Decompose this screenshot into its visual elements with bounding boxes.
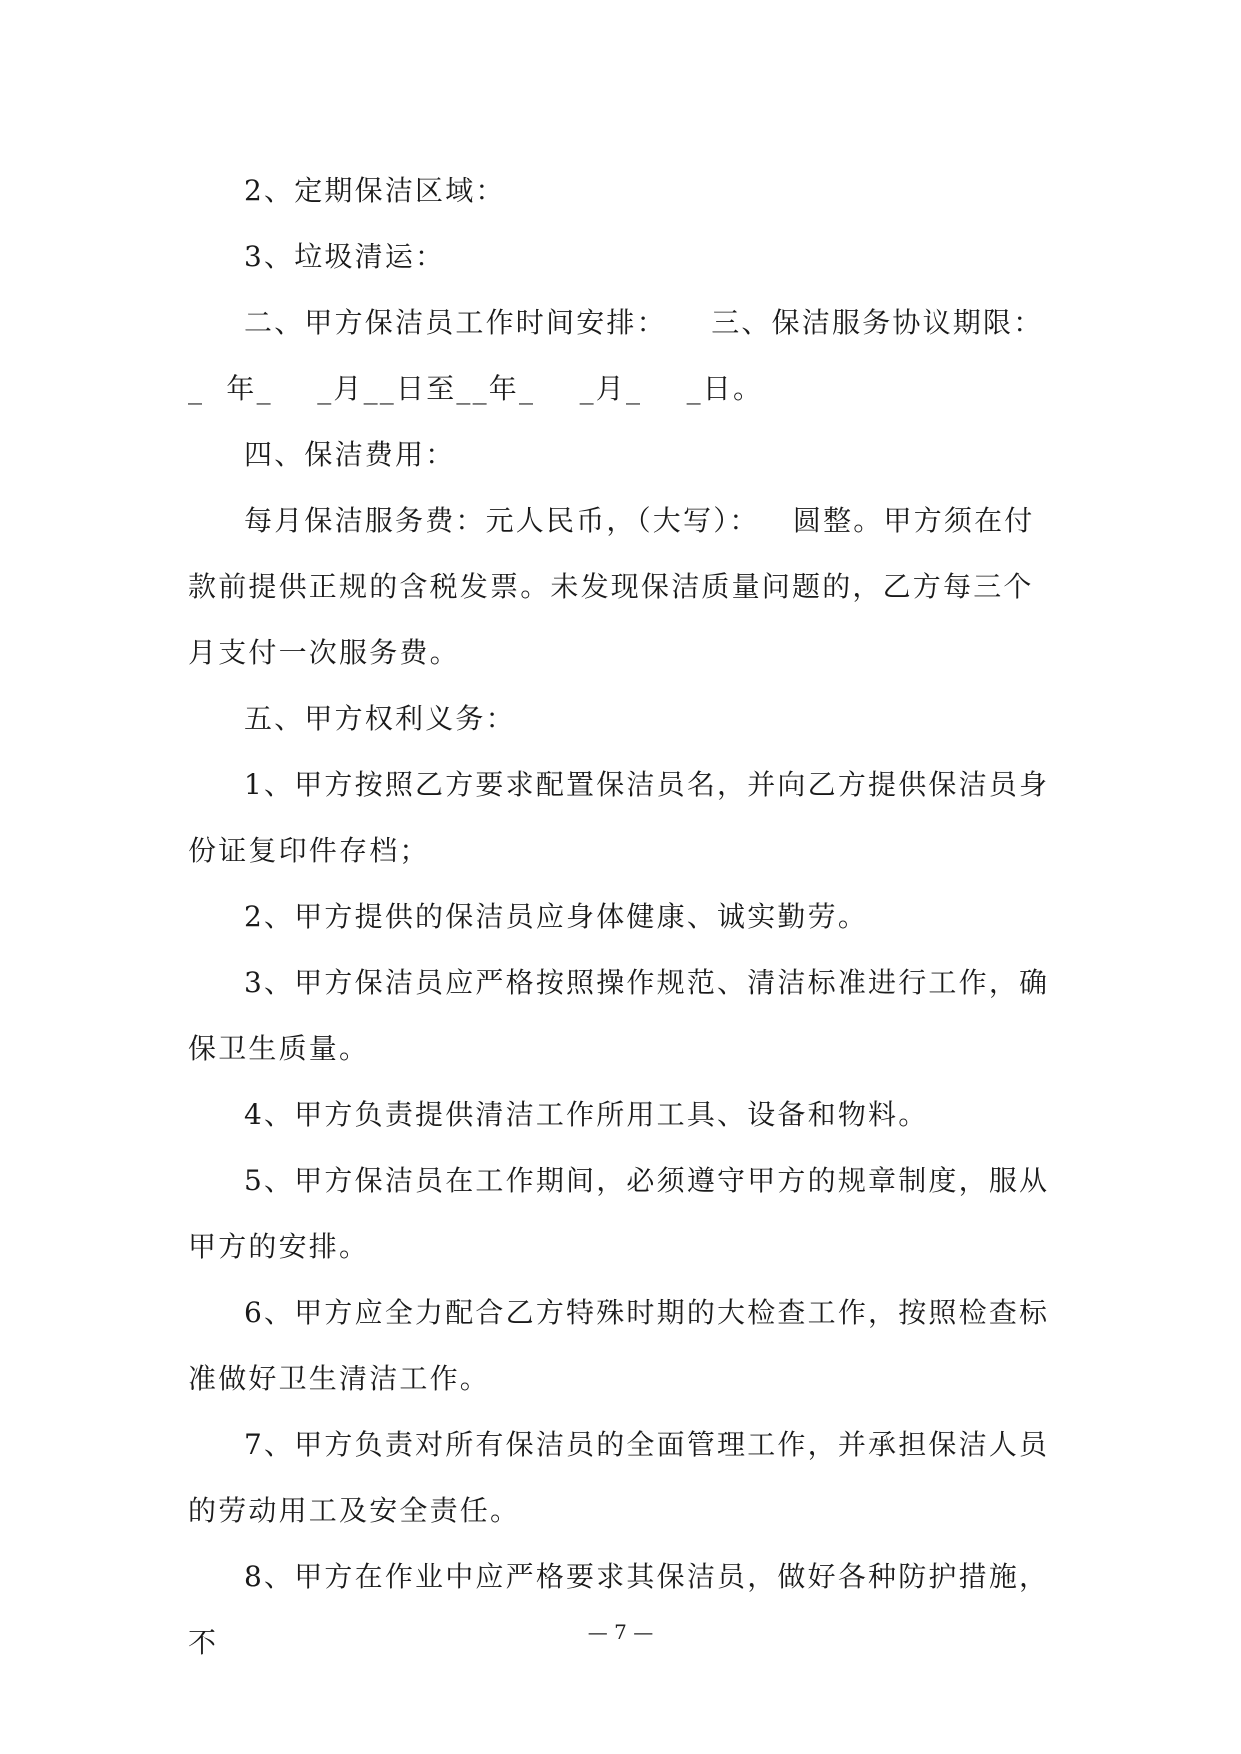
heading-cleaning-fees: 四、保洁费用： bbox=[244, 438, 456, 471]
clause-item-5: 5、甲方保洁员在工作期间，必须遵守甲方的规章制度，服从甲方的安排。 bbox=[188, 1164, 1050, 1263]
heading-party-a-rights: 五、甲方权利义务： bbox=[244, 702, 516, 735]
clause-item-8: 8、甲方在作业中应严格要求其保洁员，做好各种防护措施，不 bbox=[188, 1560, 1050, 1659]
document-body bbox=[188, 158, 1058, 1676]
clause-item-2: 2、甲方提供的保洁员应身体健康、诚实勤劳。 bbox=[244, 900, 869, 933]
clause-item-6: 6、甲方应全力配合乙方特殊时期的大检查工作，按照检查标准做好卫生清洁工作。 bbox=[188, 1296, 1050, 1395]
clause-item-7: 7、甲方负责对所有保洁员的全面管理工作，并承担保洁人员的劳动用工及安全责任。 bbox=[188, 1428, 1050, 1527]
paragraph-garbage-removal: 3、垃圾清运： bbox=[244, 240, 446, 273]
paragraph-work-schedule-and-term: 二、甲方保洁员工作时间安排： 三、保洁服务协议期限：_ 年_ _月__日至__年_ _月_ _日。 bbox=[188, 306, 1044, 405]
clause-item-1: 1、甲方按照乙方要求配置保洁员名，并向乙方提供保洁员身份证复印件存档； bbox=[188, 768, 1050, 867]
clause-item-4: 4、甲方负责提供清洁工作所用工具、设备和物料。 bbox=[244, 1098, 929, 1131]
clause-item-3: 3、甲方保洁员应严格按照操作规范、清洁标准进行工作，确保卫生质量。 bbox=[188, 966, 1050, 1065]
page-number: — 7 — bbox=[587, 1620, 654, 1644]
paragraph-monthly-fee: 每月保洁服务费：元人民币，（大写）： 圆整。甲方须在付款前提供正规的含税发票。未发现保洁质量问题的，乙方每三个月支付一次服务费。 bbox=[188, 504, 1035, 669]
paragraph-periodic-cleaning-area: 2、定期保洁区域： bbox=[244, 174, 506, 207]
